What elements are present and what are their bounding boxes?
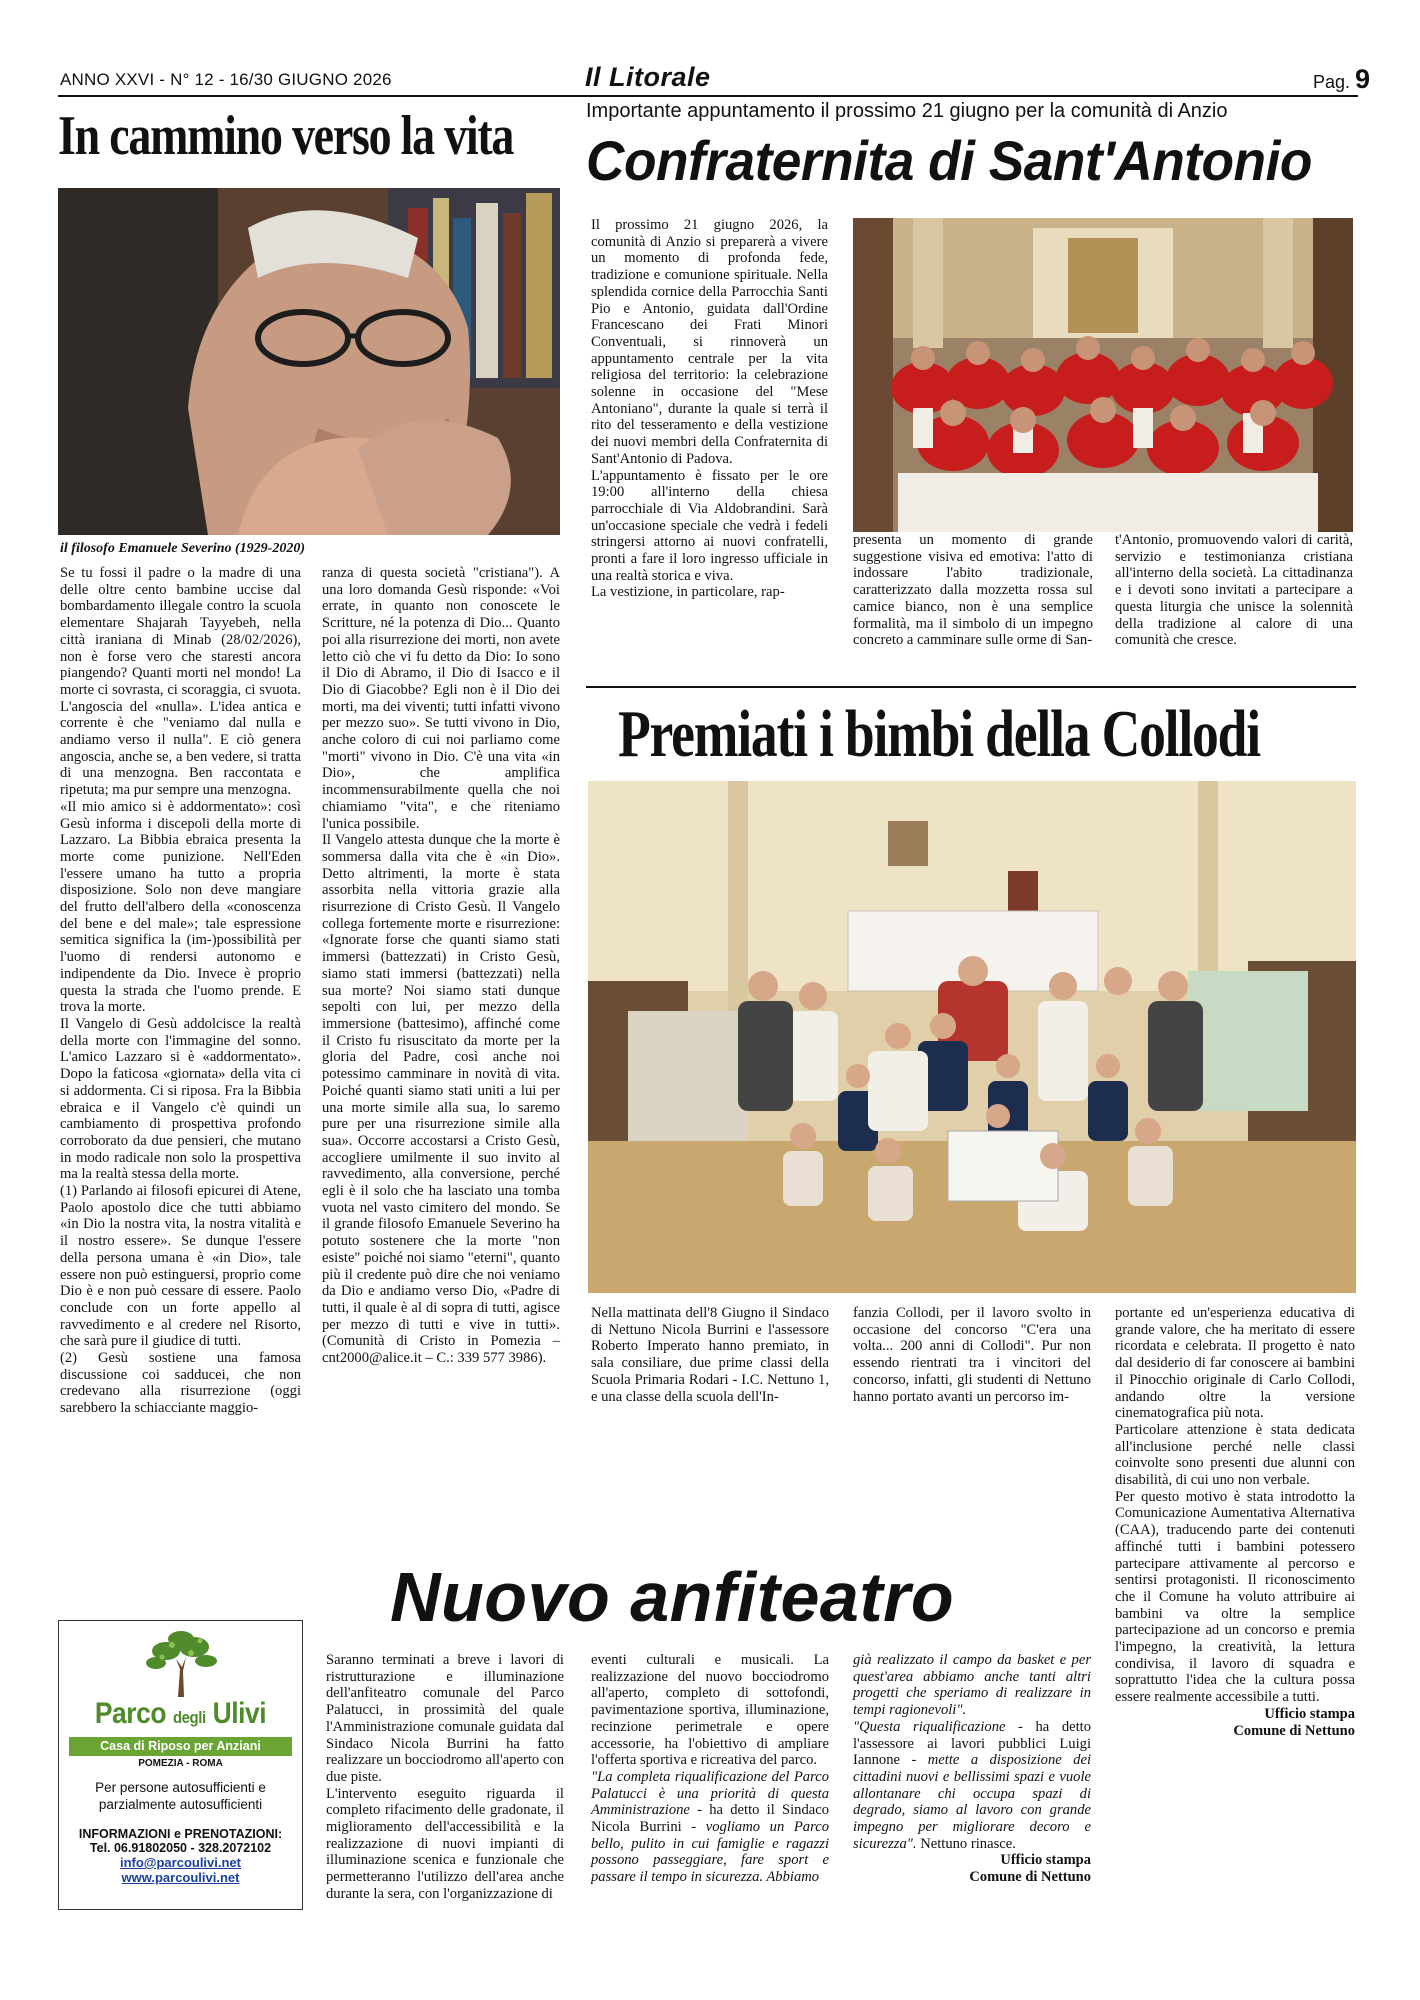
paragraph: già realizzato il campo da basket e per quest'area abbiamo anche tanti altri progetti che speriamo di realizzare in tempi ragionevoli". (853, 1652, 1091, 1719)
anfiteatro-column-2 (591, 1652, 829, 1886)
page-number-label (1313, 64, 1370, 95)
collodi-photo (588, 781, 1356, 1293)
collodi-headline: Premiati i bimbi della Collodi (618, 697, 1260, 771)
confraternita-column-1 (591, 217, 828, 601)
quote: "La completa riqualificazione del Parco Palatucci è una priorità di questa Amministrazione (591, 1768, 829, 1819)
paragraph: presenta un momento di grande suggestione visiva ed emotiva: l'atto di indossare l'abito tradizionale, caratterizzato dalla mozzetta rossa sul camice bianco, non è una semplice formalità, ma il simbolo di un impegno concreto a camminare sulle orme di San- (853, 532, 1093, 649)
attribution: - ha detto il Sindaco Nicola Burrini - (591, 1802, 829, 1836)
collodi-column-1 (591, 1305, 829, 1405)
ad-location: POMEZIA - ROMA (138, 1758, 223, 1769)
page-label: Pag. (1313, 72, 1351, 92)
severino-column-1 (60, 565, 301, 1417)
anfiteatro-signature-2: Comune di Nettuno (969, 1869, 1091, 1886)
severino-column-2 (322, 565, 560, 1367)
severino-caption: il filosofo Emanuele Severino (1929-2020) (60, 541, 305, 556)
severino-photo (58, 188, 560, 535)
anfiteatro-signature-1: Ufficio stampa (1000, 1852, 1091, 1869)
severino-headline: In cammino verso la vita (58, 105, 514, 167)
closing-line: Nettuno rinasce. (916, 1835, 1016, 1852)
quote: "Questa riqualificazione (853, 1718, 1006, 1735)
paragraph: L'intervento eseguito riguarda il completo rifacimento delle gradonate, il miglioramento dell'accessibilità e la realizzazione di nuovi impianti di illuminazione scenica e funzionale che permetteranno l'utilizzo dell'area anche durante la sera, con l'organizzazione di (326, 1785, 564, 1902)
collodi-column-3 (1115, 1305, 1355, 1740)
ad-subtitle: Casa di Riposo per Anziani (69, 1737, 292, 1756)
paragraph: ranza di questa società "cristiana"). A una loro domanda Gesù risponde: «Voi errate, in quanto non conoscete le Scritture, né la potenza di Dio... Quanto poi alla risurrezione dei morti, non avete letto ciò che vi fu detto da Dio: Io sono il Dio di Abramo, il Dio di Isacco e il Dio di Giacobbe? Egli non è il Dio dei morti, ma dei viventi; tutti infatti vivono per mezzo suo». Se tutti vivono in Dio, anche coloro di cui noi parliamo come "morti" vivono in Dio. C'è una vita «in Dio», che amplifica incommensurabilmente quella che noi chiamiamo "vita", e che riteniamo l'unica possibile. (322, 565, 560, 832)
ad-brand-ulivi: Ulivi (212, 1697, 267, 1730)
collodi-signature-2: Comune di Nettuno (1233, 1722, 1355, 1739)
paragraph: Particolare attenzione è stata dedicata all'inclusione perché nelle classi coinvolte sono presenti due alunni con disabilità, di cui uno non verbale. (1115, 1421, 1355, 1489)
ad-phone[interactable]: Tel. 06.91802050 - 328.2072102 (89, 1841, 272, 1855)
paragraph (853, 1719, 1091, 1853)
paragraph: portante ed un'esperienza educativa di grande valore, che ha meritato di essere ricordata e celebrata. Il progetto è nato dal desiderio di far conoscere ai bambini il Pinocchio originale di Carlo Collodi, andando oltre la versione cinematografica più nota. (1115, 1305, 1355, 1422)
paragraph: L'appuntamento è fissato per le ore 19:00 all'interno della chiesa parrocchiale di Via Aldobrandini. Sarà un'occasione speciale che vedrà i fedeli stringersi attorno ai nuovi confratelli, pronti a fare il loro ingresso ufficiale in una realtà storica e viva. (591, 467, 828, 584)
paragraph: (1) Parlando ai filosofi epicurei di Atene, Paolo apostolo dice che tutti abbiamo «in Dio la nostra vita, la nostra vitalità e il nostro essere». Se dunque l'essere della persona umana è «in Dio», tale essere non può estinguersi, proprio come Dio è e non può cessare di essere. Paolo conclude con un forte appello al ravvedimento e al credere nel Risorto, che sarà pure il giudice di tutti. (60, 1183, 301, 1350)
anfiteatro-column-1 (326, 1652, 564, 1903)
masthead: Il Litorale (585, 62, 711, 92)
issue-line: ANNO XXVI - N° 12 - 16/30 GIUGNO 2026 (60, 70, 392, 89)
collodi-column-2 (853, 1305, 1091, 1405)
section-divider (586, 686, 1356, 688)
attribution: - ha detto l'assessore ai lavori pubblici Luigi Iannone - (853, 1718, 1091, 1769)
header-rule (58, 95, 1358, 97)
ad-tagline: Per persone autosufficienti e parzialmente autosufficienti (95, 1780, 266, 1812)
ad-info-label: INFORMAZIONI e PRENOTAZIONI: (78, 1827, 283, 1841)
confraternita-column-3 (1115, 532, 1353, 649)
paragraph: Il Vangelo attesta dunque che la morte è sommersa dalla vita che è «in Dio». Detto altrimenti, la morte è stata assorbita nella vittoria grazie alla risurrezione di Cristo Gesù. Il Vangelo collega fortemente morte e risurrezione: «Ignorate forse che quanti siamo stati immersi (battezzati) in Cristo Gesù, siamo stati immersi (battezzati) nella sua morte? Noi siamo stati dunque sepolti con lui, per mezzo della immersione (battesimo), affinché come il Cristo fu risuscitato da morte per la gloria del Padre, così anche noi potessimo camminare in novità di vita. Poiché quanti siamo stati uniti a lui per una morte simile alla sua, lo saremo pure per una risurrezione simile alla sua». Occorre accostarsi a Cristo Gesù, accogliere umilmente il suo invito al ravvedimento, alla conversione, perché egli è il solo che ha lasciato una tomba vuota nel vasto cimitero del mondo. Se il grande filosofo Emanuele Severino ha potuto sostenere che la morte "non esiste" poiché noi siamo "eterni", quanto più il credente può dire che noi veniamo da Dio e andiamo verso Dio, «Padre di tutti, il quale è al di sopra di tutti, agisce per mezzo di tutti e vive in tutti». (Comunità di Cristo in Pomezia – cnt2000@alice.it – C.: 339 577 3986). (322, 832, 560, 1367)
confraternita-kicker: Importante appuntamento il prossimo 21 giugno per la comunità di Anzio (586, 100, 1228, 122)
ad-brand-degli: degli (172, 1708, 206, 1727)
paragraph: Nella mattinata dell'8 Giugno il Sindaco di Nettuno Nicola Burrini e l'assessore Roberto Imperato hanno premiato, in sala consiliare, due prime classi della Scuola Primaria Rodari - I.C. Nettuno 1, e una classe della scuola dell'In- (591, 1305, 829, 1405)
paragraph (591, 1769, 829, 1886)
page-number: 9 (1355, 64, 1371, 94)
confraternita-column-2 (853, 532, 1093, 649)
collodi-signature-1: Ufficio stampa (1264, 1705, 1355, 1722)
confraternita-headline: Confraternita di Sant'Antonio (586, 129, 1312, 192)
paragraph: Saranno terminati a breve i lavori di ristrutturazione e illuminazione dell'anfiteatro comunale del Parco Palatucci, in prossimità del quale l'Amministrazione comunale guidata dal Sindaco Nicola Burrini ha fatto realizzare un bocciodromo all'aperto con due piste. (326, 1652, 564, 1785)
olive-tree-logo (136, 1629, 226, 1697)
paragraph: La vestizione, in particolare, rap- (591, 584, 785, 601)
confraternita-photo (853, 218, 1353, 532)
paragraph: eventi culturali e musicali. La realizzazione del nuovo bocciodromo all'aperto, completo di sottofondi, pavimentazione sportiva, illuminazione, recinzione perimetrale e opere accessorie, ha l'obiettivo di ampliare l'offerta sportiva e ricreativa del parco. (591, 1652, 829, 1769)
paragraph: Il prossimo 21 giugno 2026, la comunità di Anzio si preparerà a vivere un momento di profonda fede, tradizione e comunione spirituale. Nella splendida cornice della Parrocchia Santi Pio e Antonio, guidata dall'Ordine Francescano dei Frati Minori Conventuali, si rinnoverà un appuntamento centrale per la vita religiosa del territorio: la celebrazione solenne in occasione del "Mese Antoniano", durante la quale si terrà il rito del tesseramento e della vestizione dei nuovi membri della Confraternita di Sant'Antonio di Padova. (591, 217, 828, 467)
paragraph: fanzia Collodi, per il lavoro svolto in occasione del concorso "C'era una volta... 200 anni di Collodi". Pur non essendo rientrati tra i vincitori del concorso, infatti, gli studenti di Nettuno hanno portato avanti un percorso im- (853, 1305, 1091, 1405)
paragraph: Il Vangelo di Gesù addolcisce la realtà della morte con l'immagine del sonno. L'amico Lazzaro si è «addormentato». Dopo la faticosa «giornata» della vita ci si addormenta. Ci si riposa. Fra la Bibbia ebraica e il Vangelo c'è quindi un cambiamento di prospettiva profondo corroborato da due pensieri, che mutano in modo radicale non solo la prospettiva ma la realtà stessa della morte. (60, 1015, 301, 1183)
anfiteatro-column-3 (853, 1652, 1091, 1886)
ad-parco-degli-ulivi[interactable] (58, 1620, 303, 1910)
paragraph: t'Antonio, promuovendo valori di carità, servizio e testimonianza cristiana all'interno della società. La cittadinanza e i devoti sono invitati a partecipare a questa liturgia che unisce la solennità della tradizione al calore di una comunità che cresce. (1115, 532, 1353, 649)
ad-brand-parco: Parco (94, 1697, 167, 1730)
paragraph: «Il mio amico si è addormentato»: così Gesù informa i discepoli della morte di Lazzaro. La Bibbia ebraica presenta la morte come punizione. Nell'Eden l'essere umano ha tutto a propria disposizione. Solo non deve mangiare del frutto dell'albero della «conoscenza del bene e del male»; tale espressione semitica significa la (im-)possibilità per l'uomo di rendersi autonomo e indipendente da Dio. Invece è proprio questa la strada che l'uomo prende. E trova la morte. (60, 798, 301, 1016)
anfiteatro-headline: Nuovo anfiteatro (390, 1558, 955, 1636)
quote: vogliamo un Parco bello, pulito in cui famiglie e ragazzi possono passeggiare, fare sport e passare il tempo in sicurezza. Abbiamo (591, 1819, 829, 1886)
ad-email-link[interactable]: info@parcoulivi.net (119, 1855, 242, 1870)
ad-website-link[interactable]: www.parcoulivi.net (121, 1870, 240, 1885)
paragraph: Per questo motivo è stata introdotto la Comunicazione Aumentativa Alternativa (CAA), traducendo parte dei contenuti affinché tutti i bambini potessero partecipare attivamente al percorso e sentirsi protagonisti. Il riconoscimento che il Comune ha voluto attribuire ai bambini va oltre la semplice partecipazione ad un concorso e premia l'impegno, la creatività, la lettura condivisa, il lavoro di squadra e soprattutto l'idea che la cultura possa essere realmente accessibile a tutti. (1115, 1488, 1355, 1706)
paragraph: Se tu fossi il padre o la madre di una delle oltre cento bambine uccise dal bombardamento illegale contro la scuola elementare Shajarah Tayyebeh, nella città iraniana di Minab (28/02/2026), non è forse vero che staresti ancora piangendo? Quanti morti nel mondo! La morte ci sovrasta, ci scoraggia, ci svuota. L'angoscia del «nulla». L'idea antica e corrente è che "veniamo dal nulla e andiamo verso il nulla". E ciò genera angoscia, anche se, a ben vedere, si tratta di una menzogna. Ben raccontata e ripetuta; ma pur sempre una menzogna. (60, 565, 301, 799)
ad-brand (74, 1697, 288, 1735)
quote: mette a disposizione dei cittadini nuovi e bellissimi spazi e vuole allontanare chi occupa spazi di degrado, siamo al lavoro con grande impegno per migliorare decoro e sicurezza". (853, 1752, 1091, 1852)
paragraph: (2) Gesù sostiene una famosa discussione coi sadducei, che non credevano alla risurrezione (oggi sarebbero la schiacciante maggio- (60, 1350, 301, 1417)
